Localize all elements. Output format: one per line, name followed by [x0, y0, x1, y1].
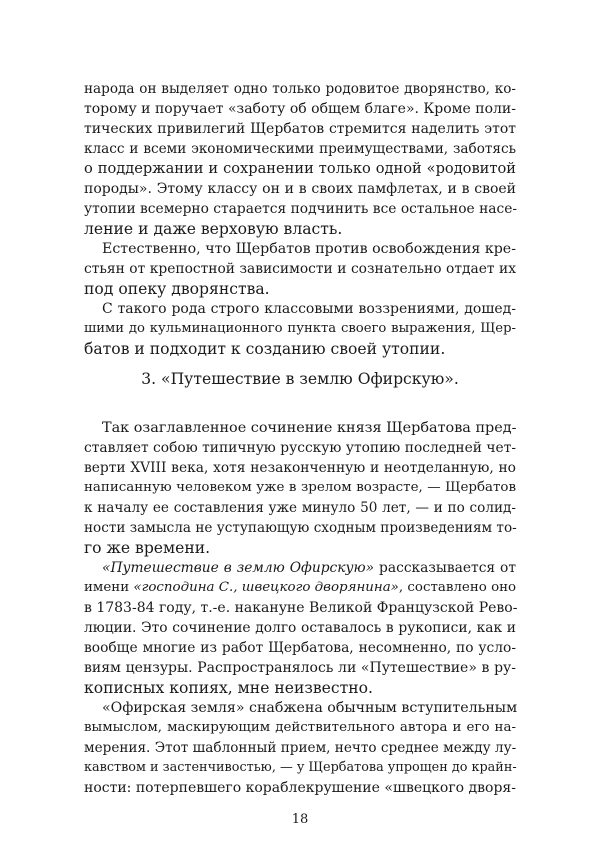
text-line: к началу ее составления уже минуло 50 лет, — и по солид-	[84, 500, 516, 516]
text-line: вообще многие из работ Щербатова, несомненно, по усло-	[84, 640, 516, 656]
text-line: Так озаглавленное сочинение князя Щербатова пред-	[102, 420, 517, 436]
text-span: имени	[84, 580, 134, 595]
italic-quote: «господина С., швецкого дворянина»	[133, 580, 399, 595]
text-line: торому и поручает «заботу об общем благе». Кроме поли-	[84, 101, 516, 117]
text-line: вымыслом, маскирующим действительного автора и его на-	[84, 720, 516, 735]
text-line	[84, 578, 516, 598]
text-line: шими до кульминационного пункта своего выражения, Щер-	[84, 321, 516, 336]
text-line: класс и всеми экономическими преимуществами, заботясь	[84, 141, 516, 157]
text-line: С такого рода строго классовыми воззрениями, дошед-	[102, 301, 516, 317]
text-line: народа он выделяет одно только родовитое дворянство, ко-	[84, 81, 516, 97]
text-line: кописных копиях, мне неизвестно.	[84, 679, 374, 697]
text-span: рассказывается от	[374, 560, 516, 576]
text-line: ление и даже верховую власть.	[84, 220, 343, 238]
text-line: люции. Это сочинение долго оставалось в рукописи, как и	[84, 620, 516, 636]
text-line: ности замысла не уступающую сходным произведениям то-	[84, 520, 517, 536]
text-line: мерения. Этот шаблонный прием, нечто среднее между лу-	[84, 740, 517, 756]
text-line: Естественно, что Щербатов против освобождения кре-	[102, 241, 516, 257]
text-line: ности: потерпевшего кораблекрушение «швецкого дворя-	[84, 780, 516, 796]
text-line: в 1783-84 году, т.-е. накануне Великой Французской Рево-	[84, 600, 518, 616]
text-line: го же времени.	[84, 539, 211, 557]
section-heading: 3. «Путешествие в землю Офирскую».	[141, 370, 459, 388]
page-number: 18	[291, 812, 309, 827]
text-line: породы». Этому классу он и в своих памфлетах, и в своей	[84, 181, 516, 197]
text-line	[102, 558, 516, 578]
text-line: кавством и застенчивостью, — у Щербатова упрощен до крайн-	[84, 760, 517, 775]
text-line: тических привилегий Щербатов стремится наделить этот	[84, 121, 516, 137]
text-line: «Офирская земля» снабжена обычным вступительным	[102, 700, 518, 716]
text-line: утопии всемерно старается подчинить все остальное насе-	[84, 201, 518, 217]
text-line: ставляет собою типичную русскую утопию последней чет-	[84, 440, 516, 456]
text-line: стьян от крепостной зависимости и сознательно отдает их	[84, 261, 516, 277]
text-line: о поддержании и сохранении только одной «родовитой	[84, 160, 516, 177]
text-line: батов и подходит к созданию своей утопии.	[84, 340, 446, 358]
text-line: написанную человеком уже в зрелом возрасте, — Щербатов	[84, 480, 516, 495]
italic-title: «Путешествие в землю Офирскую»	[102, 560, 375, 576]
text-line: верти XVIII века, хотя незаконченную и неотделанную, но	[84, 460, 516, 476]
text-span: , составлено оно	[398, 580, 517, 595]
text-line: виям цензуры. Распространялось ли «Путешествие» в ру-	[84, 660, 516, 676]
text-line: под опеку дворянства.	[84, 280, 270, 298]
